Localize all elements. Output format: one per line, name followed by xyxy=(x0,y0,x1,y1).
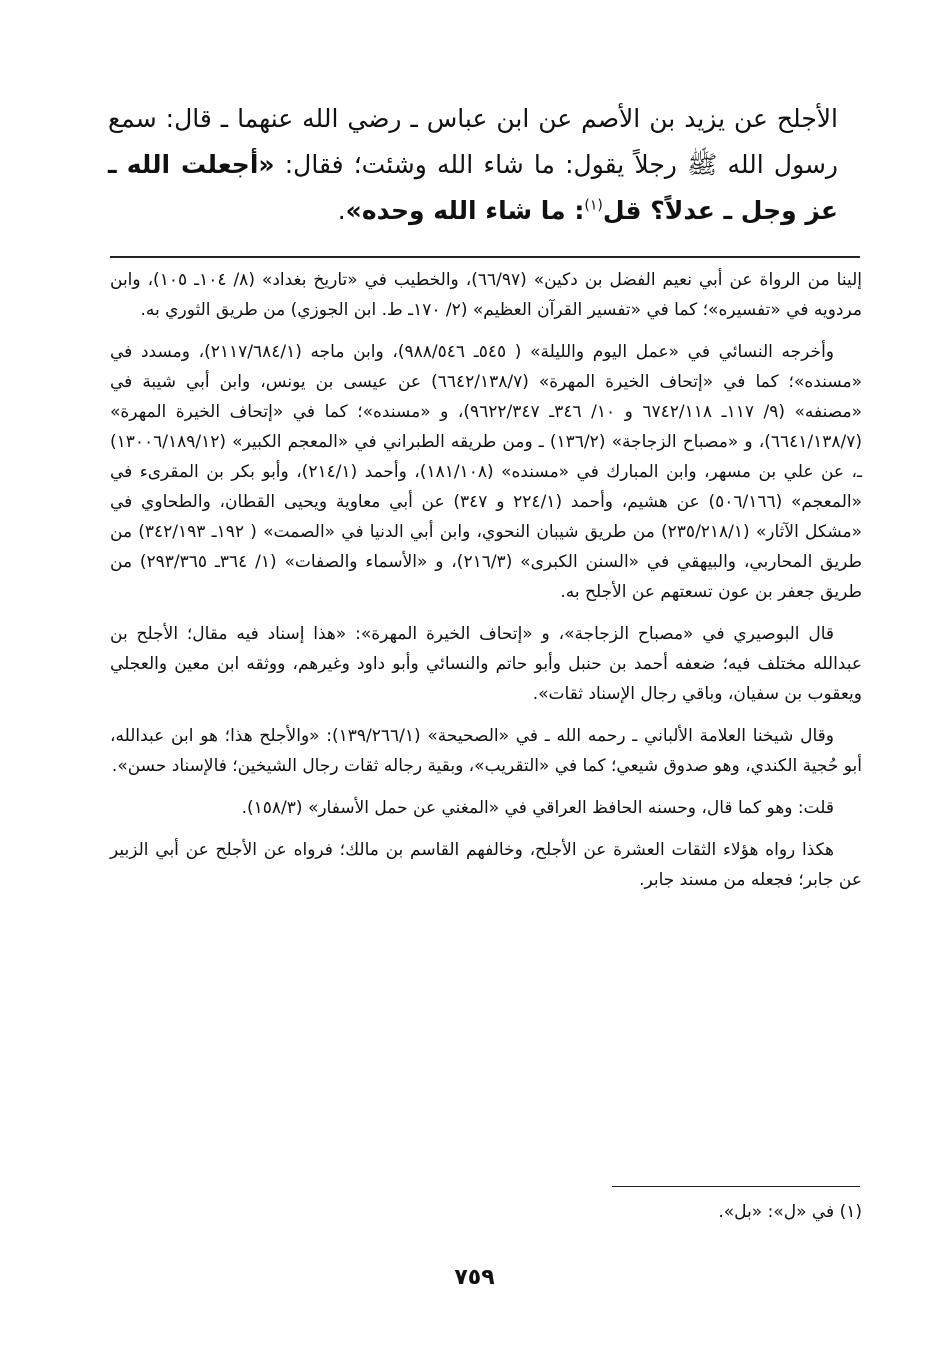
notes-paragraph-3: قال البوصيري في «مصباح الزجاجة»، و «إتحاف الخيرة المهرة»: «هذا إسناد فيه مقال؛ الأجلح بن عبدالله مختلف فيه؛ ضعفه أحمد بن حنبل وأبو حاتم والنسائي وأبو داود وغيرهم، ووثقه ابن معين والعجلي ويعقوب بن سفيان، وباقي رجال الإسناد ثقات». xyxy=(110,624,862,704)
footnote-marker: (١) xyxy=(584,197,603,214)
notes-divider xyxy=(110,256,860,258)
hadith-period: . xyxy=(337,196,346,225)
hadith-text xyxy=(108,96,838,234)
notes-paragraph-5: قلت: وهو كما قال، وحسنه الحافظ العراقي في «المغني عن حمل الأسفار» (١٥٨/٣). xyxy=(241,798,834,818)
notes-paragraph-6: هكذا رواه هؤلاء الثقات العشرة عن الأجلح، وخالفهم القاسم بن مالك؛ فرواه عن الأجلح عن أبي الزبير عن جابر؛ فجعله من مسند جابر. xyxy=(110,840,862,890)
page-number: ٧٥٩ xyxy=(454,1265,495,1290)
notes-paragraph-4: وقال شيخنا العلامة الألباني ـ رحمه الله ـ في «الصحيحة» (١٣٩/٢٦٦/١): «والأجلح هذا؛ هو ابن عبدالله، أبو حُجية الكندي، وهو صدوق شيعي؛ كما في «التقريب»، وبقية رجاله ثقات رجال الشيخين؛ فالإسناد حسن». xyxy=(110,726,862,776)
notes-paragraph-1: إلينا من الرواة عن أبي نعيم الفضل بن دكين» (٦٦/٩٧)، والخطيب في «تاريخ بغداد» (٨/ ١٠٤ـ ١٠٥)، وابن مردويه في «تفسيره»؛ كما في «تفسير القرآن العظيم» (٢/ ١٧٠ـ ط. ابن الجوزي) من طريق الثوري به. xyxy=(110,270,862,320)
hadith-line-2-plain: رسول الله ﷺ رجلاً يقول: ما شاء الله وشئت؛ فقال: xyxy=(274,150,838,179)
hadith-quote-middle: ـ عز وجل ـ عدلاً؟ قل xyxy=(108,150,838,225)
hadith-line-1: الأجلح عن يزيد بن الأصم عن ابن عباس ـ رضي الله عنهما ـ قال: سمع xyxy=(108,104,838,133)
hadith-quote-start: «أجعلت الله xyxy=(126,150,275,179)
hadith-quote-end: : ما شاء الله وحده» xyxy=(345,196,585,225)
notes-section xyxy=(110,265,862,907)
notes-paragraph-2: وأخرجه النسائي في «عمل اليوم والليلة» ( ٥٤٥ـ ٩٨٨/٥٤٦)، وابن ماجه (٢١١٧/٦٨٤/١)، ومسدد في «مسنده»؛ كما في «إتحاف الخيرة المهرة» (٦٦٤٢/١٣٨/٧) عن عيسى بن يونس، وابن أبي شيبة في «مصنفه» (٩/ ١١٧ـ ٦٧٤٢/١١٨ و ١٠/ ٣٤٦ـ ٩٦٢٢/٣٤٧)، و «مسنده»؛ كما في «إتحاف الخيرة المهرة» (٦٦٤١/١٣٨/٧)، و «مصباح الزجاجة» (١٣٦/٢) ـ ومن طريقه الطبراني في «المعجم الكبير» (١٣٠٠٦/١٨٩/١٢) ـ، عن علي بن مسهر، وابن المبارك في «مسنده» (١٨١/١٠٨)، وأحمد (٢١٤/١)، وأبو بكر بن المقرىء في «المعجم» (٥٠٦/١٦٦) عن هشيم، وأحمد (٢٢٤/١ و ٣٤٧) عن أبي معاوية ويحيى القطان، والطحاوي في «مشكل الآثار» (٢٣٥/٢١٨/١) من طريق شيبان النحوي، وابن أبي الدنيا في «الصمت» ( ١٩٢ـ ٣٤٢/١٩٣) من طريق المحاربي، والبيهقي في «السنن الكبرى» (٢١٦/٣)، و «الأسماء والصفات» (١/ ٣٦٤ـ ٢٩٣/٣٦٥) من طريق جعفر بن عون تسعتهم عن الأجلح به. xyxy=(110,342,863,602)
footnote-divider xyxy=(612,1186,860,1187)
footnote: (١) في «ل»: «بل». xyxy=(718,1202,862,1222)
